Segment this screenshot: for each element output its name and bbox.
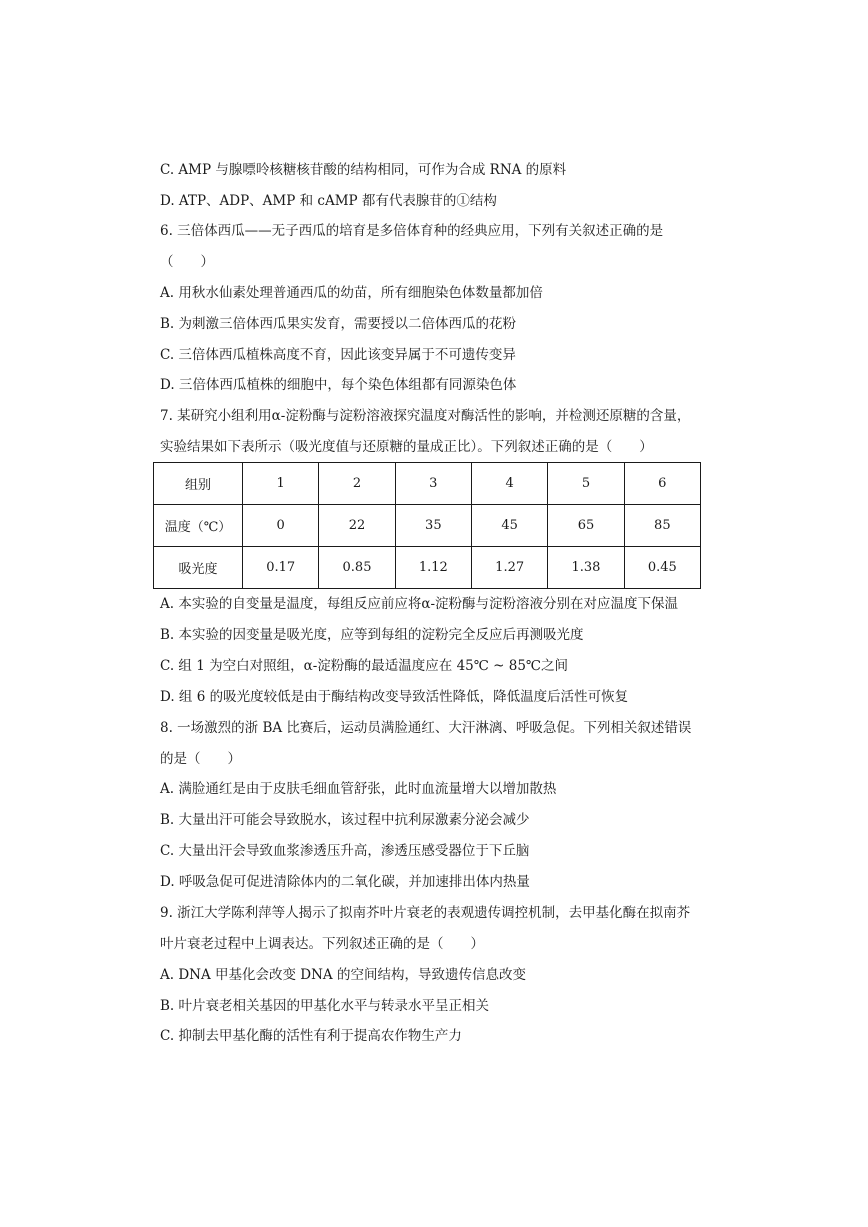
option-8c: C. 大量出汗会导致血浆渗透压升高，渗透压感受器位于下丘脑 [160, 843, 530, 859]
question-9-stem: 9. 浙江大学陈利萍等人揭示了拟南芥叶片衰老的表观遗传调控机制，去甲基化酶在拟南芥 [160, 905, 691, 921]
table-cell: 4 [471, 463, 547, 505]
results-table [153, 462, 701, 589]
table-cell: 22 [319, 505, 395, 547]
question-7-stem: 7. 某研究小组利用α-淀粉酶与淀粉溶液探究温度对酶活性的影响，并检测还原糖的含量， [160, 408, 691, 424]
table-cell: 0.85 [319, 547, 395, 589]
option-9a: A. DNA 甲基化会改变 DNA 的空间结构，导致遗传信息改变 [160, 967, 526, 983]
table-cell: 85 [624, 505, 700, 547]
option-7c: C. 组 1 为空白对照组，α-淀粉酶的最适温度应在 45℃ ~ 85℃之间 [160, 658, 569, 674]
table-cell: 45 [471, 505, 547, 547]
table-cell: 65 [548, 505, 624, 547]
option-7b: B. 本实验的因变量是吸光度，应等到每组的淀粉完全反应后再测吸光度 [160, 627, 584, 643]
option-8d: D. 呼吸急促可促进清除体内的二氧化碳，并加速排出体内热量 [160, 874, 530, 890]
option-7d: D. 组 6 的吸光度较低是由于酶结构改变导致活性降低，降低温度后活性可恢复 [160, 689, 629, 705]
table-cell: 1.27 [471, 547, 547, 589]
table-cell: 3 [395, 463, 471, 505]
table-row [154, 505, 701, 547]
question-6-paren: （ ） [160, 254, 214, 270]
table-cell: 1 [243, 463, 319, 505]
table-cell: 35 [395, 505, 471, 547]
option-7a: A. 本实验的自变量是温度，每组反应前应将α-淀粉酶与淀粉溶液分别在对应温度下保温 [160, 596, 679, 612]
option-6c: C. 三倍体西瓜植株高度不育，因此该变异属于不可遗传变异 [160, 347, 516, 363]
option-6a: A. 用秋水仙素处理普通西瓜的幼苗，所有细胞染色体数量都加倍 [160, 285, 543, 301]
table-row [154, 547, 701, 589]
option-9b: B. 叶片衰老相关基因的甲基化水平与转录水平呈正相关 [160, 998, 490, 1014]
option-9c: C. 抑制去甲基化酶的活性有利于提高农作物生产力 [160, 1028, 462, 1044]
table-cell: 2 [319, 463, 395, 505]
row-label-temperature: 温度（℃） [154, 505, 243, 547]
option-5c: C. AMP 与腺嘌呤核糖核苷酸的结构相同，可作为合成 RNA 的原料 [160, 162, 567, 178]
question-8-stem: 8. 一场激烈的浙 BA 比赛后，运动员满脸通红、大汗淋漓、呼吸急促。下列相关叙述错误 [160, 720, 692, 736]
option-8b: B. 大量出汗可能会导致脱水，该过程中抗利尿激素分泌会减少 [160, 812, 530, 828]
question-6-stem: 6. 三倍体西瓜——无子西瓜的培育是多倍体育种的经典应用，下列有关叙述正确的是 [160, 223, 664, 239]
table-cell: 0.45 [624, 547, 700, 589]
table-cell: 1.38 [548, 547, 624, 589]
option-5d: D. ATP、ADP、AMP 和 cAMP 都有代表腺苷的①结构 [160, 193, 497, 209]
table-cell: 5 [548, 463, 624, 505]
option-8a: A. 满脸通红是由于皮肤毛细血管舒张，此时血流量增大以增加散热 [160, 781, 557, 797]
option-6b: B. 为刺激三倍体西瓜果实发育，需要授以二倍体西瓜的花粉 [160, 316, 517, 332]
question-9-stem-cont: 叶片衰老过程中上调表达。下列叙述正确的是（ ） [160, 936, 484, 952]
row-label-absorbance: 吸光度 [154, 547, 243, 589]
table-cell: 0.17 [243, 547, 319, 589]
table-cell: 0 [243, 505, 319, 547]
option-6d: D. 三倍体西瓜植株的细胞中，每个染色体组都有同源染色体 [160, 377, 517, 393]
question-7-stem-cont: 实验结果如下表所示（吸光度值与还原糖的量成正比）。下列叙述正确的是（ ） [160, 439, 653, 455]
table-cell: 6 [624, 463, 700, 505]
table-cell: 1.12 [395, 547, 471, 589]
row-label-group: 组别 [154, 463, 243, 505]
table-row [154, 463, 701, 505]
question-8-stem-cont: 的是（ ） [160, 751, 241, 767]
